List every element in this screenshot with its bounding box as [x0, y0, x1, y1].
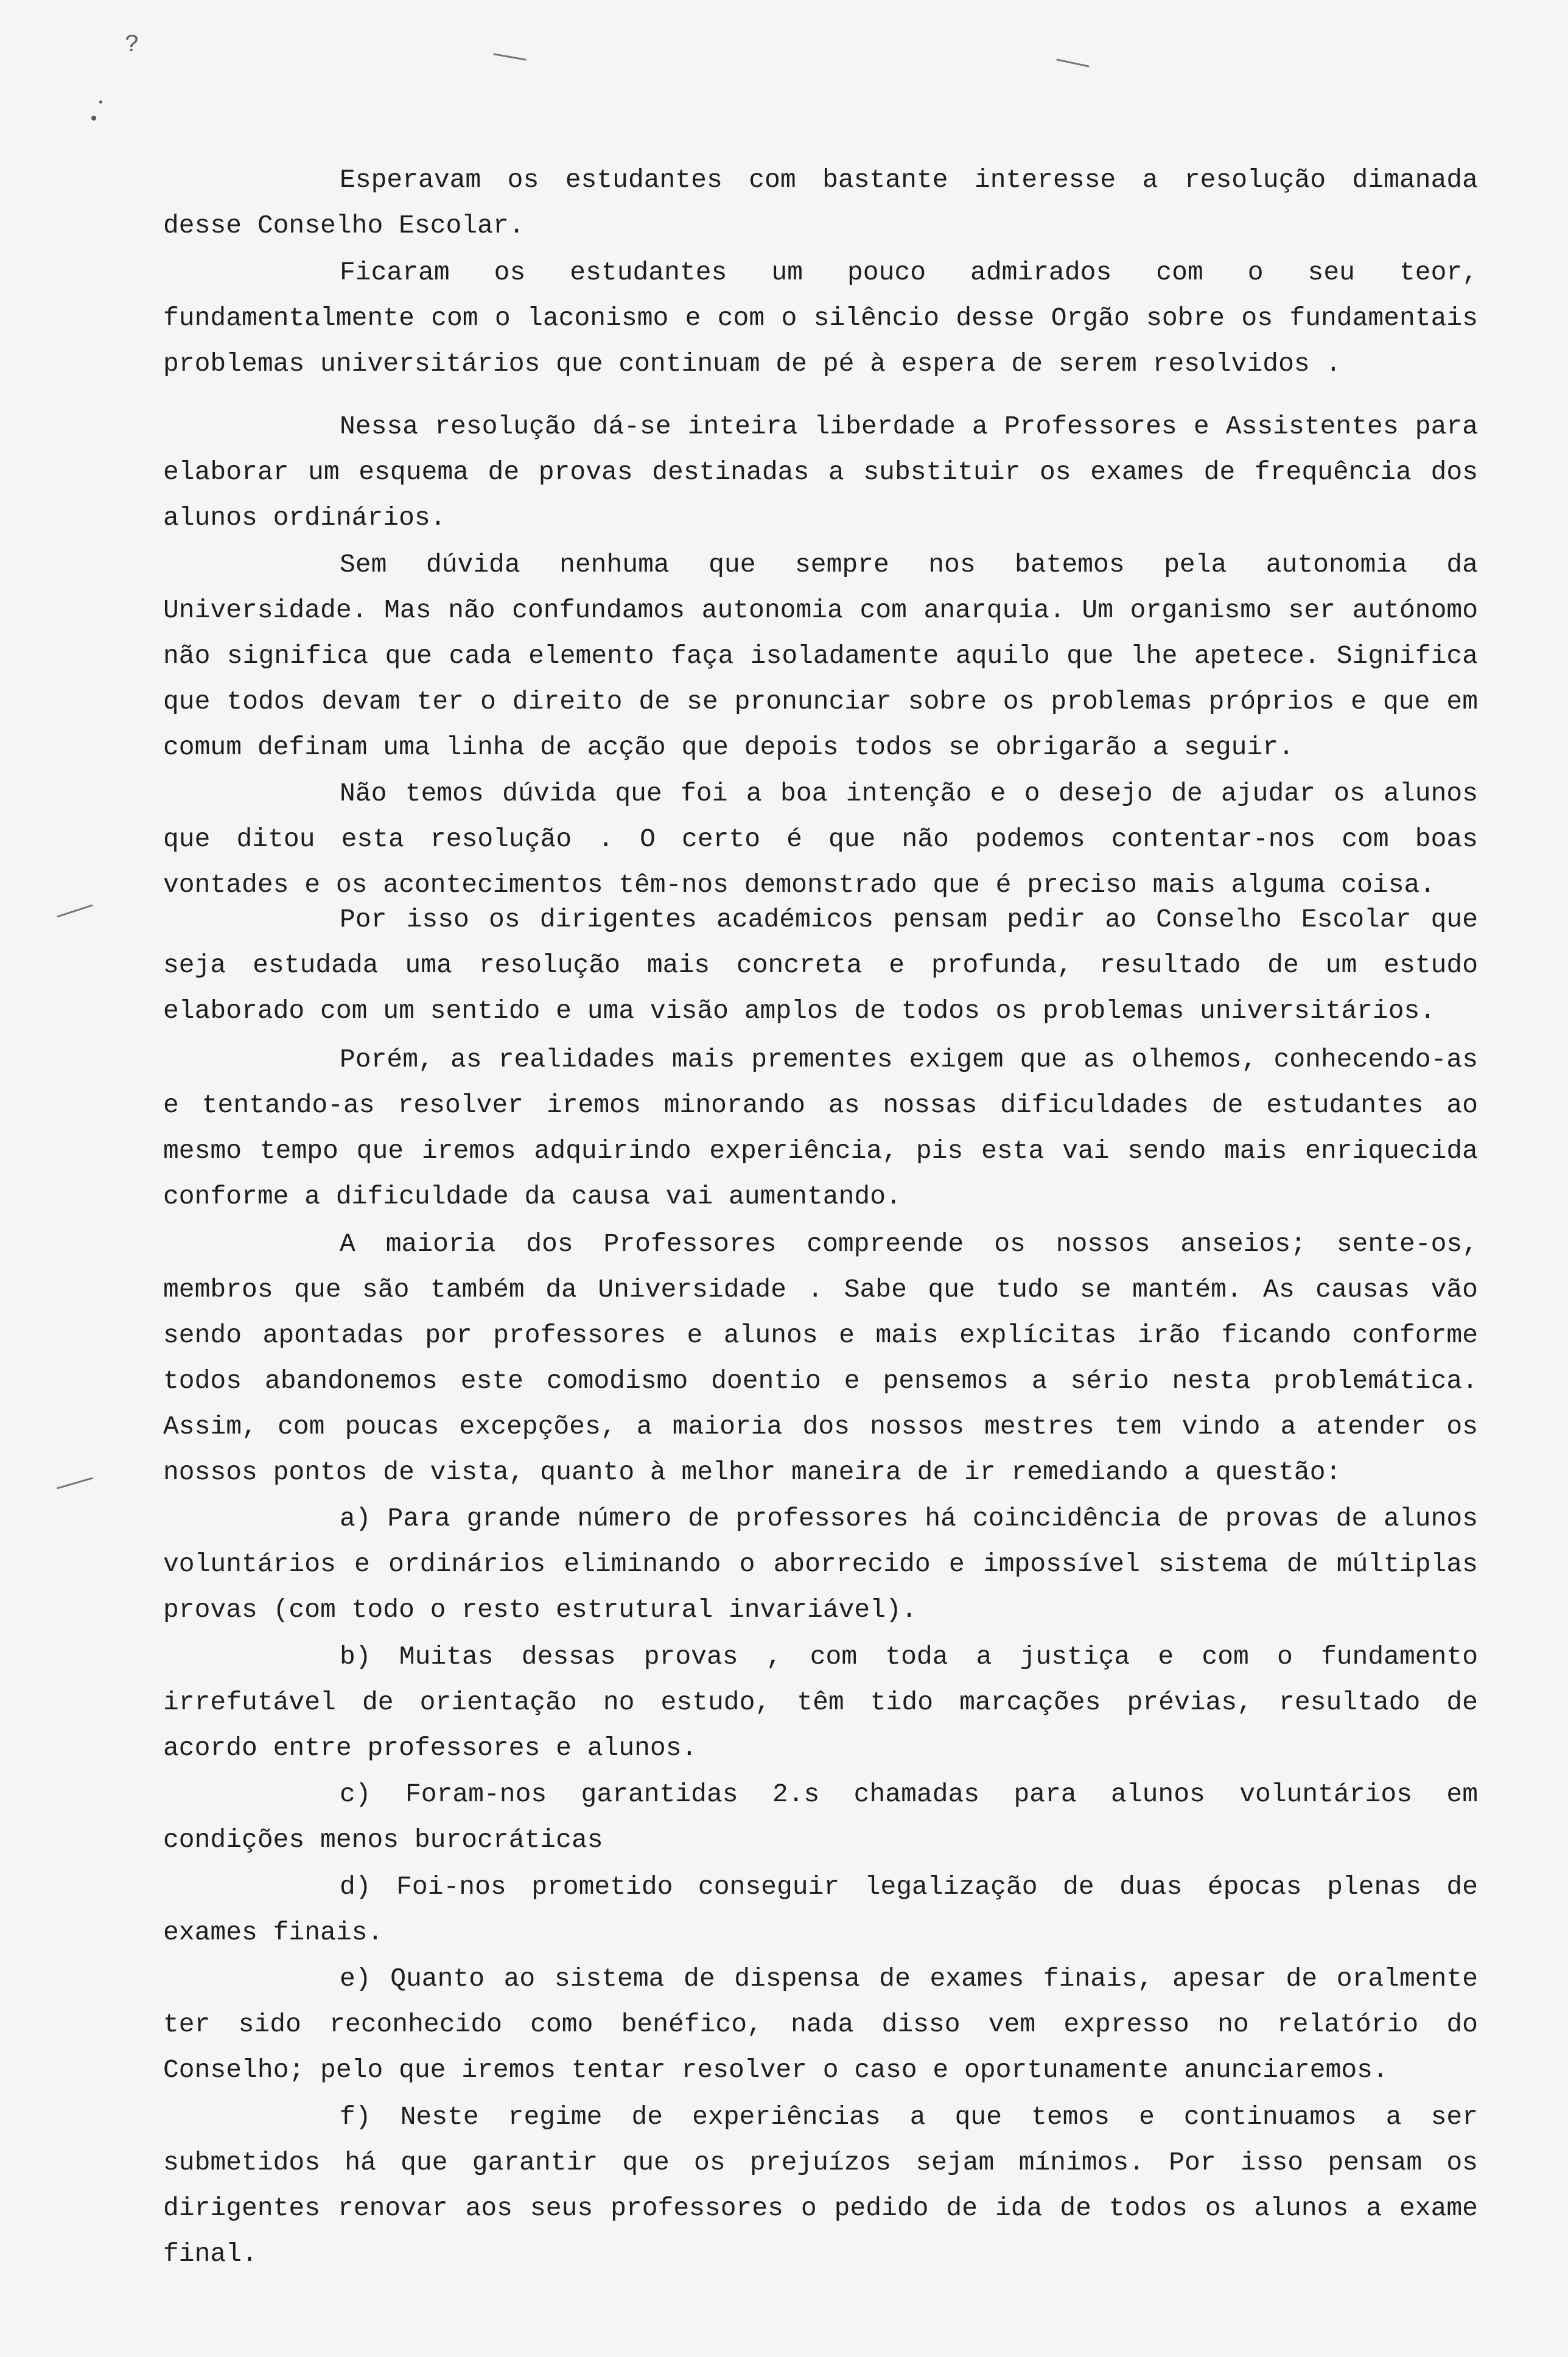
scan-mark — [493, 53, 527, 61]
list-item-b: b) Muitas dessas provas , com toda a justiça e com o fundamento irrefutável de orientação no estudo, têm tido marcações prévias, resultado de acordo entre professores e alunos. — [163, 1642, 1478, 1763]
paragraph-8: A maioria dos Professores compreende os nossos anseios; sente-os, membros que são também da Universidade . Sabe que tudo se mantém. As causas vão sendo apontadas por professores e alunos e mais explícitas irão ficando conforme todos abandonemos este comodismo doentio e pensemos a sério nesta problemática. Assim, com poucas excepções, a maioria dos nossos mestres tem vindo a atender os nossos pontos de vista, quanto à melhor maneira de ir remediando a questão: — [163, 1229, 1478, 1487]
paragraph-4: Sem dúvida nenhuma que sempre nos batemos pela autonomia da Universidade. Mas não confundamos autonomia com anarquia. Um organismo ser autónomo não significa que cada elemento faça isoladamente aquilo que lhe apetece. Significa que todos devam ter o direito de se pronunciar sobre os problemas próprios e que em comum definam uma linha de acção que depois todos se obrigarão a seguir. — [163, 550, 1478, 762]
paragraph-1: Esperavam os estudantes com bastante interesse a resolução dimanada desse Conselho Escolar. — [163, 165, 1478, 240]
scan-mark — [57, 904, 93, 917]
paragraph-7: Porém, as realidades mais prementes exigem que as olhemos, conhecendo-as e tentando-as resolver iremos minorando as nossas dificuldades de estudantes ao mesmo tempo que iremos adquirindo experiência, pis esta vai sendo mais enriquecida conforme a dificuldade da causa vai aumentando. — [163, 1045, 1478, 1211]
list-item-f: f) Neste regime de experiências a que temos e continuamos a ser submetidos há que garantir que os prejuízos sejam mínimos. Por isso pensam os dirigentes renovar aos seus professores o pedido de ida de todos os alunos a exame final. — [163, 2102, 1478, 2269]
paragraph-5: Não temos dúvida que foi a boa intenção e o desejo de ajudar os alunos que ditou esta resolução . O certo é que não podemos contentar-nos com boas vontades e os acontecimentos têm-nos demonstrado que é preciso mais alguma coisa. — [163, 779, 1478, 900]
paragraph-3: Nessa resolução dá-se inteira liberdade a Professores e Assistentes para elaborar um esquema de provas destinadas a substituir os exames de frequência dos alunos ordinários. — [163, 412, 1478, 533]
list-item-a: a) Para grande número de professores há coincidência de provas de alunos voluntários e ordinários eliminando o aborrecido e impossível sistema de múltiplas provas (com todo o resto estrutural invariável). — [163, 1504, 1478, 1625]
ink-speck — [99, 100, 102, 103]
list-item-c: c) Foram-nos garantidas 2.s chamadas para alunos voluntários em condições menos burocráticas — [163, 1779, 1478, 1855]
scan-mark — [57, 1477, 93, 1490]
paragraph-2: Ficaram os estudantes um pouco admirados com o seu teor, fundamentalmente com o laconismo e com o silêncio desse Orgão sobre os fundamentais problemas universitários que continuam de pé à espera de serem resolvidos . — [163, 257, 1478, 379]
corner-mark: ? — [125, 32, 140, 59]
list-item-e: e) Quanto ao sistema de dispensa de exames finais, apesar de oralmente ter sido reconhecido como benéfico, nada disso vem expresso no relatório do Conselho; pelo que iremos tentar resolver o caso e oportunamente anunciaremos. — [163, 1964, 1478, 2085]
ink-speck — [91, 116, 96, 121]
list-item-d: d) Foi-nos prometido conseguir legalização de duas épocas plenas de exames finais. — [163, 1872, 1478, 1947]
scan-mark — [1056, 58, 1089, 67]
paragraph-6: Por isso os dirigentes académicos pensam pedir ao Conselho Escolar que seja estudada uma resolução mais concreta e profunda, resultado de um estudo elaborado com um sentido e uma visão amplos de todos os problemas universitários. — [163, 905, 1478, 1026]
